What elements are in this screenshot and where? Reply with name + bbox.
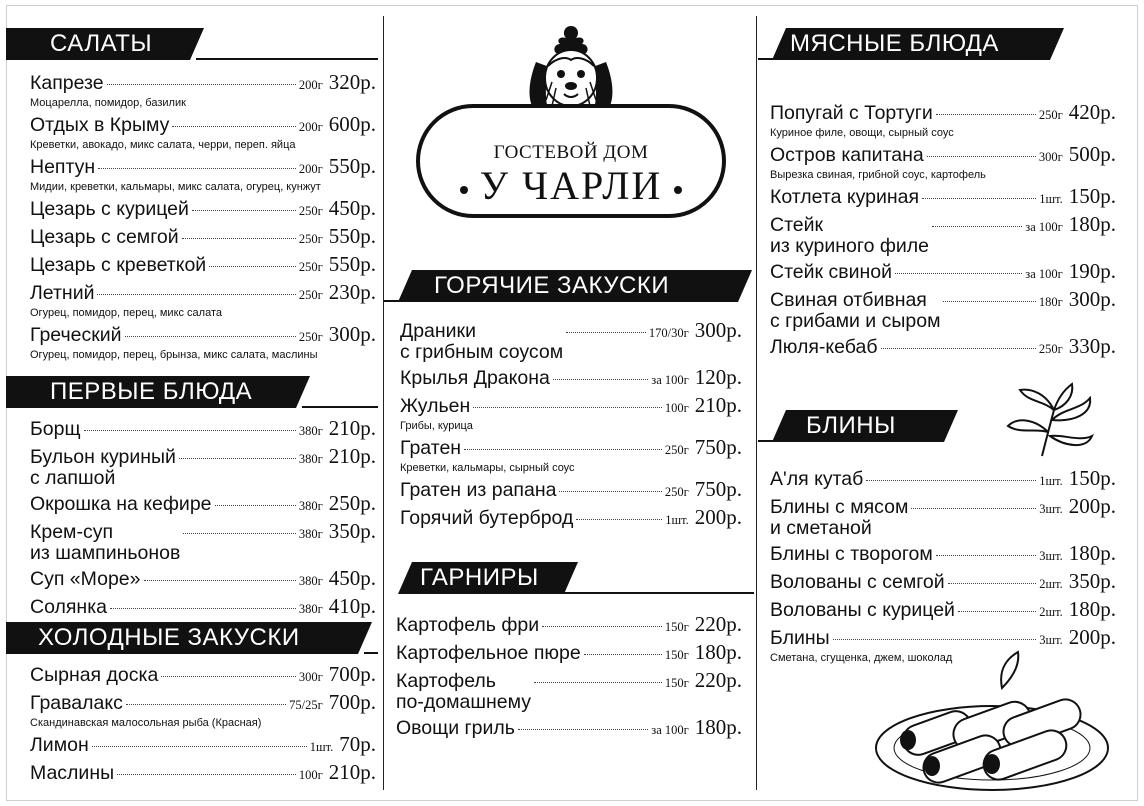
menu-item-name: Драники с грибным соусом [400,320,564,363]
menu-item-price: 180р. [1068,541,1116,565]
menu-item [30,114,376,152]
menu-item-price: 410р. [328,594,376,618]
dotted-leader [927,156,1036,157]
menu-item-name: Волованы с семгой [770,571,945,593]
menu-item-description: Куриное филе, овощи, сырный соус [770,127,954,139]
menu-item-weight: 250г [298,232,323,246]
menu-item-price: 200р. [694,505,742,529]
menu-item-name: Волованы с курицей [770,599,955,621]
menu-item-weight: 300г [298,670,323,684]
dotted-leader [943,301,1035,302]
menu-item-description: Скандинавская малосольная рыба (Красная) [30,717,262,729]
menu-item-row [30,254,376,278]
menu-item-weight: 380г [298,452,323,466]
menu-item [770,214,1116,257]
menu-item-price: 200р. [1068,625,1116,649]
bullet-dot-icon [460,186,468,194]
menu-item-weight: 1шт. [1039,192,1063,206]
menu-item-row [770,261,1116,285]
menu-item-description: Мидии, креветки, кальмары, микс салата, огурец, кунжут [30,181,321,193]
menu-item-weight: 380г [298,602,323,616]
menu-item-name: Маслины [30,762,115,784]
section-title-cold: ХОЛОДНЫЕ ЗАКУСКИ [38,624,300,651]
menu-item-name: Гратен из рапана [400,479,557,501]
pancakes-plate-illustration [872,648,1112,794]
menu-item-name: Жульен [400,395,471,417]
dotted-leader [895,273,1022,274]
list-meat [770,102,1116,364]
dotted-leader [107,84,296,85]
menu-item-price: 750р. [694,477,742,501]
section-header-cold [6,622,378,654]
menu-item-price: 420р. [1068,100,1116,124]
menu-item-row [400,320,742,363]
menu-item-weight: 300г [1038,150,1063,164]
menu-item-row [30,446,376,489]
menu-item-price: 600р. [328,112,376,136]
menu-item-weight: 380г [298,424,323,438]
menu-item-price: 180р. [694,640,742,664]
menu-item-row [770,599,1116,623]
menu-item-price: 300р. [1068,287,1116,311]
menu-item-price: 200р. [1068,494,1116,518]
menu-item [30,324,376,362]
menu-item-name: Окрошка на кефире [30,493,212,515]
menu-item [30,72,376,110]
dotted-leader [192,210,296,211]
menu-item [30,734,376,758]
menu-item [400,507,742,531]
menu-item-row [400,395,742,419]
list-cold [30,664,376,790]
menu-item-weight: 1шт. [309,740,334,754]
menu-item-row [30,692,376,716]
menu-item-row [30,596,376,620]
menu-item [30,692,376,730]
menu-item-row [396,642,742,666]
dotted-leader [534,682,662,683]
menu-item-weight: 380г [298,574,323,588]
menu-item-description: Огурец, помидор, перец, микс салата [30,307,223,319]
dotted-leader [209,266,296,267]
menu-item-weight: за 100г [651,373,689,387]
menu-item-row [30,734,376,758]
menu-item-name: Остров капитана [770,144,924,166]
dotted-leader [936,114,1036,115]
menu-item [400,437,742,475]
menu-item-name: Гравалакс [30,692,123,714]
menu-item [30,446,376,489]
menu-item-weight: 2шт. [1039,605,1063,619]
menu-item-weight: 1шт. [665,513,689,527]
menu-item-row [30,568,376,592]
menu-item-row [30,226,376,250]
menu-item-price: 70р. [339,732,376,756]
menu-item-row [770,496,1116,539]
dotted-leader [936,555,1036,556]
menu-item-name: Свиная отбивная с грибами и сыром [770,289,941,332]
bullet-dot-icon [674,186,682,194]
menu-item-name: Греческий [30,324,122,346]
menu-item [30,226,376,250]
menu-item-weight: за 100г [1025,267,1063,281]
menu-item-row [396,717,742,741]
menu-item [400,479,742,503]
menu-item-weight: 250г [664,485,689,499]
menu-item [30,596,376,620]
menu-item-row [770,186,1116,210]
menu-item-row [400,437,742,461]
menu-item-price: 450р. [328,566,376,590]
dotted-leader [584,654,662,655]
menu-item-row [396,670,742,713]
menu-item-weight: 75/25г [289,698,323,712]
menu-item-name: Сырная доска [30,664,159,686]
menu-item [30,282,376,320]
section-header-pancakes [758,410,1134,442]
menu-item-price: 190р. [1068,259,1116,283]
menu-item-row [770,214,1116,257]
menu-item-weight: 380г [298,499,323,513]
menu-item-price: 700р. [328,662,376,686]
menu-item-name: Цезарь с курицей [30,198,189,220]
logo-title-row [420,164,722,208]
menu-item-row [30,198,376,222]
menu-item-weight: за 100г [651,723,689,737]
menu-item-weight: 200г [298,78,323,92]
menu-item-name: Люля-кебаб [770,336,878,358]
menu-item [770,186,1116,210]
menu-item [30,568,376,592]
menu-item-price: 550р. [328,224,376,248]
menu-item-name: Гратен [400,437,462,459]
menu-item-weight: 100г [298,768,323,782]
menu-item-row [770,336,1116,360]
menu-item-description: Вырезка свиная, грибной соус, картофель [770,169,986,181]
dotted-leader [179,458,296,459]
dotted-leader [126,704,286,705]
dotted-leader [932,226,1022,227]
menu-item-name: Борщ [30,418,81,440]
dotted-leader [215,505,296,506]
menu-item-price: 210р. [328,444,376,468]
menu-item-price: 150р. [1068,184,1116,208]
menu-item-description: Креветки, авокадо, микс салата, черри, переп. яйца [30,139,296,151]
list-first [30,418,376,624]
dotted-leader [183,533,296,534]
menu-item-name: Стейк свиной [770,261,892,283]
menu-item [396,717,742,741]
menu-item [30,664,376,688]
menu-item [400,320,742,363]
menu-item-weight: 250г [298,260,323,274]
menu-item-row [770,144,1116,168]
menu-item-weight: 170/30г [648,326,689,340]
menu-item-row [770,102,1116,126]
menu-item [770,261,1116,285]
menu-item-name: Крем-суп из шампиньонов [30,521,181,564]
menu-item-name: Стейк из куриного филе [770,214,929,257]
menu-item-row [400,479,742,503]
menu-item-price: 210р. [328,416,376,440]
menu-item-row [30,521,376,564]
menu-item-row [770,468,1116,492]
menu-item-weight: 380г [298,527,323,541]
column-divider-left [383,16,384,790]
dotted-leader [948,583,1037,584]
menu-item [30,418,376,442]
menu-item [30,762,376,786]
menu-item-price: 180р. [694,715,742,739]
menu-item [30,198,376,222]
dotted-leader [84,430,296,431]
menu-item-name: Горячий бутерброд [400,507,574,529]
menu-item-price: 220р. [694,612,742,636]
dotted-leader [958,611,1036,612]
menu-item-price: 350р. [1068,569,1116,593]
menu-item-row [30,72,376,96]
dotted-leader [518,729,648,730]
menu-item-description: Грибы, курица [400,420,473,432]
menu-item-weight: 250г [298,204,323,218]
menu-item-row [770,571,1116,595]
menu-item-name: Бульон куриный с лапшой [30,446,176,489]
list-salads [30,72,376,366]
section-title-sides: ГАРНИРЫ [420,564,539,591]
dog-logo-illustration [516,22,626,114]
dotted-leader [553,379,648,380]
menu-item-name: Цезарь с семгой [30,226,179,248]
menu-item-row [400,367,742,391]
section-header-sides [384,562,754,594]
menu-item [30,521,376,564]
menu-item-weight: 250г [1038,342,1063,356]
menu-item-row [770,543,1116,567]
menu-item [396,642,742,666]
menu-item-name: Цезарь с креветкой [30,254,207,276]
menu-item-description: Огурец, помидор, перец, брынза, микс салата, маслины [30,349,318,361]
dotted-leader [125,336,296,337]
menu-item [400,367,742,391]
menu-item-weight: за 100г [1025,220,1063,234]
menu-item-price: 150р. [1068,466,1116,490]
dotted-leader [144,580,296,581]
dotted-leader [98,168,296,169]
menu-item [770,102,1116,140]
menu-item-price: 180р. [1068,597,1116,621]
menu-item-name: Попугай с Тортуги [770,102,933,124]
menu-item-price: 350р. [328,519,376,543]
menu-item [770,336,1116,360]
menu-item [30,156,376,194]
menu-item-weight: 150г [664,648,689,662]
menu-item-price: 320р. [328,70,376,94]
menu-item-name: Отдых в Крыму [30,114,170,136]
menu-item-weight: 250г [298,288,323,302]
menu-item-weight: 1шт. [1039,474,1063,488]
section-title-salads: САЛАТЫ [50,30,153,57]
menu-item-row [30,324,376,348]
section-header-meat [758,28,1134,60]
section-title-first: ПЕРВЫЕ БЛЮДА [50,378,253,405]
menu-item-price: 210р. [694,393,742,417]
section-header-hot [384,270,754,302]
menu-item [770,571,1116,595]
menu-item-name: Капрезе [30,72,104,94]
column-divider-right [756,16,757,790]
section-title-hot: ГОРЯЧИЕ ЗАКУСКИ [434,272,670,299]
menu-item-row [30,762,376,786]
menu-item-name: А'ля кутаб [770,468,864,490]
menu-item [770,543,1116,567]
menu-item-name: Картофель фри [396,614,540,636]
menu-item-weight: 3шт. [1039,633,1063,647]
menu-item-price: 250р. [328,491,376,515]
menu-item [770,468,1116,492]
menu-item-row [30,282,376,306]
menu-item-row [400,507,742,531]
menu-item-row [30,114,376,138]
menu-item-name: Картофель по-домашнему [396,670,532,713]
menu-item-weight: 100г [664,401,689,415]
menu-item-price: 210р. [328,760,376,784]
section-title-meat: МЯСНЫЕ БЛЮДА [790,30,999,57]
menu-item-row [30,493,376,517]
menu-item-name: Лимон [30,734,89,756]
menu-item-name: Крылья Дракона [400,367,550,389]
dotted-leader [866,480,1036,481]
dotted-leader [911,508,1036,509]
dotted-leader [559,491,661,492]
logo-subtitle: ГОСТЕВОЙ ДОМ [493,142,649,163]
menu-item-weight: 2шт. [1039,577,1063,591]
menu-item-weight: 150г [664,676,689,690]
dotted-leader [92,746,307,747]
menu-item-name: Овощи гриль [396,717,515,739]
dotted-leader [833,639,1037,640]
menu-item-row [30,418,376,442]
menu-item-price: 300р. [328,322,376,346]
dotted-leader [110,608,296,609]
menu-item-description: Моцарелла, помидор, базилик [30,97,186,109]
menu-item-price: 750р. [694,435,742,459]
menu-item-weight: 200г [298,120,323,134]
dotted-leader [576,519,662,520]
menu-item [396,614,742,638]
menu-item-price: 220р. [694,668,742,692]
menu-item-price: 300р. [694,318,742,342]
menu-item-name: Блины с творогом [770,543,933,565]
menu-item-name: Котлета куриная [770,186,920,208]
menu-item-weight: 200г [298,162,323,176]
section-header-salads [6,28,378,60]
menu-item-weight: 180г [1038,295,1063,309]
menu-item-price: 450р. [328,196,376,220]
dotted-leader [182,238,296,239]
section-header-first [6,376,378,408]
menu-item-name: Картофельное пюре [396,642,581,664]
dotted-leader [172,126,295,127]
dotted-leader [464,449,662,450]
menu-item-name: Суп «Море» [30,568,141,590]
list-hot [400,320,742,535]
dotted-leader [97,294,295,295]
menu-item-weight: 3шт. [1039,502,1063,516]
menu-item [30,254,376,278]
menu-item-weight: 3шт. [1039,549,1063,563]
menu-item-price: 550р. [328,154,376,178]
logo-title: У ЧАРЛИ [479,163,663,208]
menu-item [770,289,1116,332]
menu-item [770,496,1116,539]
menu-item-price: 550р. [328,252,376,276]
menu-item-name: Блины [770,627,830,649]
list-sides [396,614,742,745]
guesthouse-logo [416,104,726,218]
menu-item [30,493,376,517]
menu-item [396,670,742,713]
menu-item-row [30,156,376,180]
menu-item [770,599,1116,623]
section-title-pancakes: БЛИНЫ [806,412,896,439]
menu-item-description: Креветки, кальмары, сырный соус [400,462,575,474]
menu-item-price: 230р. [328,280,376,304]
menu-item-description: Сметана, сгущенка, джем, шоколад [770,652,953,664]
menu-item-row [30,664,376,688]
menu-item-row [770,289,1116,332]
menu-item-weight: 150г [664,620,689,634]
dotted-leader [161,676,296,677]
dotted-leader [922,198,1036,199]
menu-item-weight: 250г [664,443,689,457]
menu-item-row [396,614,742,638]
dotted-leader [566,332,646,333]
menu-item [400,395,742,433]
menu-item [770,144,1116,182]
dotted-leader [117,774,296,775]
dotted-leader [881,348,1036,349]
menu-item-price: 180р. [1068,212,1116,236]
menu-item-price: 700р. [328,690,376,714]
menu-item-price: 500р. [1068,142,1116,166]
menu-item-name: Нептун [30,156,96,178]
menu-item-name: Летний [30,282,95,304]
menu-item-name: Солянка [30,596,108,618]
dotted-leader [473,407,662,408]
menu-item-price: 120р. [694,365,742,389]
menu-item-price: 330р. [1068,334,1116,358]
list-pancakes [770,468,1116,669]
menu-item-weight: 250г [1038,108,1063,122]
menu-item-weight: 250г [298,330,323,344]
dotted-leader [542,626,662,627]
menu-item-name: Блины с мясом и сметаной [770,496,909,539]
